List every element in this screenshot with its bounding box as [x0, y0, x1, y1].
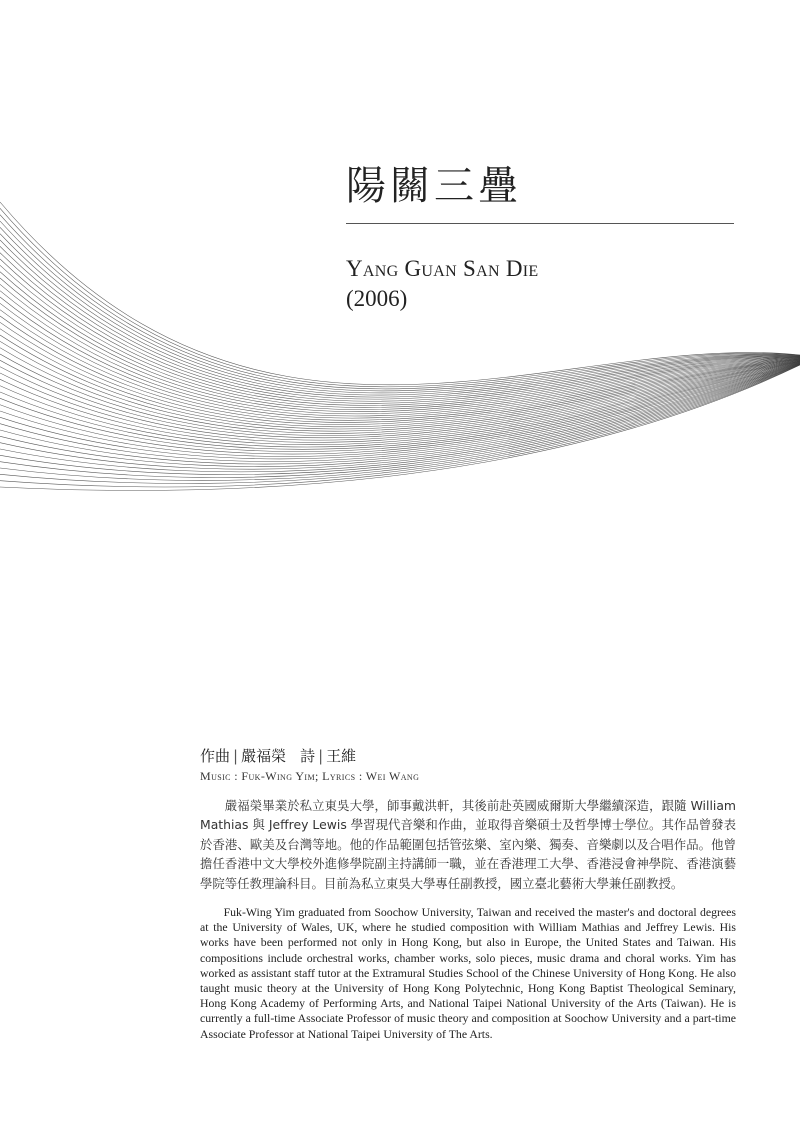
credit-separator: | [318, 747, 324, 765]
title-divider [346, 223, 734, 224]
lyrics-label-zh: 詩 [300, 747, 316, 765]
credits-english: Music : Fuk-Wing Yim; Lyrics : Wei Wang [200, 769, 420, 783]
page-title-chinese: 陽關三疊 [346, 163, 522, 209]
wave-line [0, 362, 800, 454]
credits-chinese [200, 746, 356, 766]
composer-name-zh: 嚴福榮 [241, 747, 287, 765]
wave-line [0, 364, 800, 475]
wave-line [0, 363, 800, 469]
page-title-english: Yang Guan San Die [346, 256, 539, 281]
biography-english: Fuk-Wing Yim graduated from Soochow University, Taiwan and received the master's and doctoral degrees at the University of Wales, UK, where he studied composition with William Mathias and Jeffrey Lewis. His works have been performed not only in Hong Kong, but also in Europe, the United States and Taiwan. His compositions include orchestral works, chamber works, solo pieces, music drama and choral works. Yim has worked as assistant staff tutor at the Extramural Studies School of the Chinese University of Hong Kong. He also taught music theory at the University of Hong Kong Polytechnic, Hong Kong Baptist Theological Seminary, Hong Kong Academy of Performing Arts, and National Taipei National University of the Arts (Taiwan). He is currently a full-time Associate Professor of music theory and composition at Soochow University and a part-time Associate Professor at National Taipei University of The Arts. [200, 905, 736, 1041]
wave-line [0, 322, 800, 424]
composition-year: (2006) [346, 286, 408, 311]
decorative-wave-lines [0, 190, 800, 550]
credit-separator: | [233, 747, 239, 765]
lyricist-name-zh: 王維 [326, 747, 357, 765]
music-label-zh: 作曲 [200, 747, 231, 765]
wave-line [0, 365, 800, 487]
biography-chinese: 嚴福榮畢業於私立東吳大學，師事戴洪軒，其後前赴英國威爾斯大學繼續深造，跟隨 William Mathias 與 Jeffrey Lewis 學習現代音樂和作曲，並取得音樂碩士及哲學博士學位。其作品曾發表於香港、歐美及台灣等地。他的作品範圍包括管弦樂、室內樂、獨奏、音樂劇以及合唱作品。他曾擔任香港中文大學校外進修學院副主持講師一職，並在香港理工大學、香港浸會神學院、香港演藝學院等任教理論科目。目前為私立東吳大學專任副教授，國立臺北藝術大學兼任副教授。 [200, 798, 736, 891]
